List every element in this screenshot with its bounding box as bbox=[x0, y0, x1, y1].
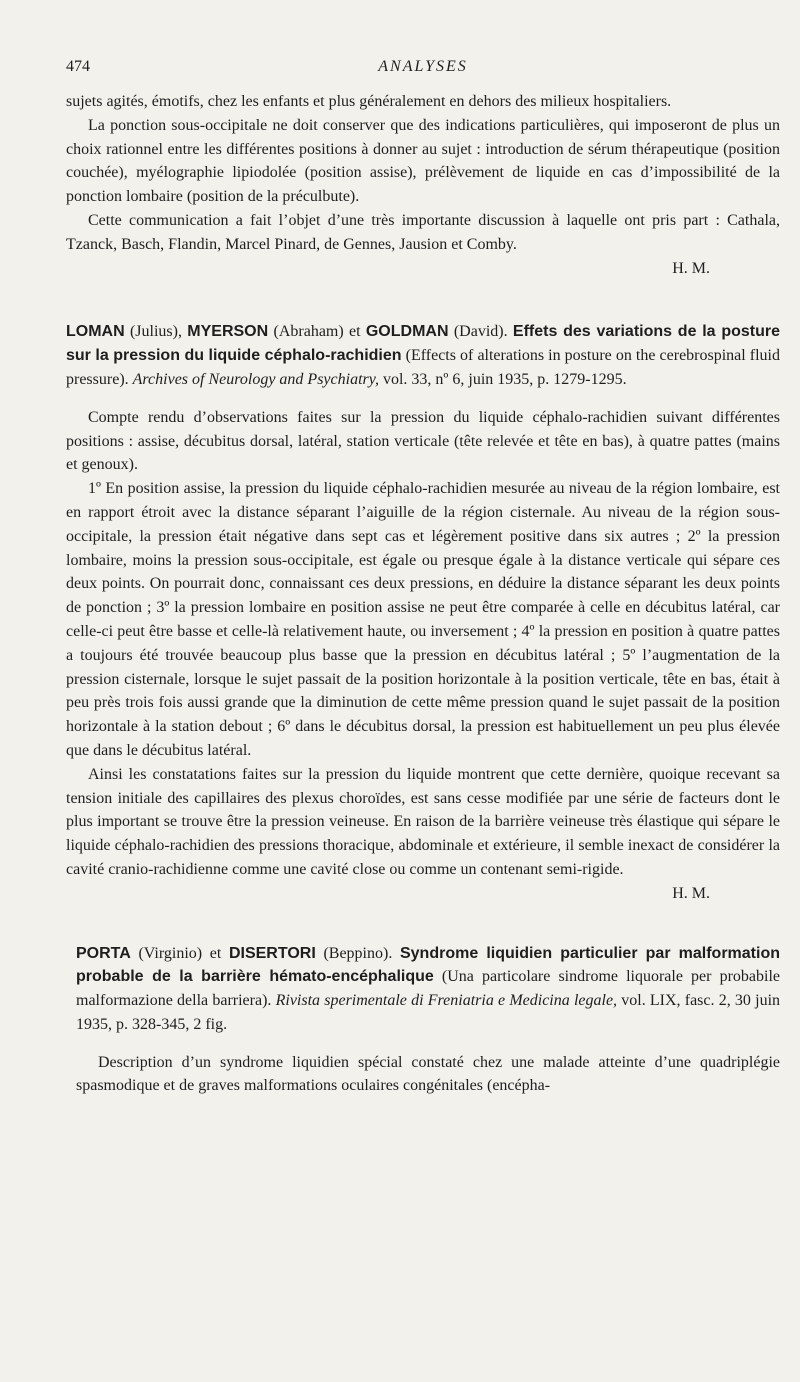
author-given: (Abraham) bbox=[273, 323, 344, 341]
signature-line bbox=[66, 257, 780, 281]
paragraph: Cette communication a fait l’objet d’une très importante discussion à laquelle ont pris part : Cathala, Tzanck, Basch, Flandin, Marcel Pinard, de Gennes, Jausion et Comby. bbox=[66, 211, 780, 253]
article-summary bbox=[76, 1051, 780, 1099]
page bbox=[66, 48, 780, 1098]
author-surname: GOLDMAN bbox=[365, 323, 449, 341]
article-title: Effets des variations de la posture sur la pression du liquide céphalo-rachidien bbox=[66, 323, 780, 365]
paragraph: sujets agités, émotifs, chez les enfants et plus généralement en dehors des milieux hospitaliers. bbox=[66, 93, 672, 110]
article-heading bbox=[66, 320, 780, 391]
paragraph: Description d’un syndrome liquidien spécial constaté chez une malade atteinte d’une quadriplégie spasmodique et de graves malformations oculaires congénitales (encépha- bbox=[76, 1053, 780, 1095]
journal-name: Rivista sperimentale di Freniatria e Medicina legale, bbox=[275, 992, 618, 1010]
signature-line bbox=[66, 882, 780, 906]
citation: vol. 33, nº 6, juin 1935, p. 1279-1295. bbox=[382, 370, 627, 388]
paragraph: Compte rendu d’observations faites sur la pression du liquide céphalo-rachidien suivant différentes positions : assise, décubitus dorsal, latéral, station verticale (tête relevée et tête en bas), à quatre pattes (mains et genoux). bbox=[66, 408, 780, 474]
article-title: Syndrome liquidien particulier par malformation probable de la barrière hémato-encéphalique bbox=[76, 944, 780, 986]
author-surname: MYERSON bbox=[187, 323, 269, 341]
signature: H. M. bbox=[672, 259, 710, 277]
author-surname: DISERTORI bbox=[228, 944, 316, 962]
paragraph: La ponction sous-occipitale ne doit conserver que des indications particulières, qui imposeront de plus un choix rationnel entre les différentes positions à donner au sujet : introduction de sérum thérapeutique (position couchée), myélographie lipiodolée (position assise), prélèvement de liquide en cas d’impossibilité de la ponction lombaire (position de la préculbute). bbox=[66, 116, 780, 206]
conjunction: et bbox=[209, 944, 222, 962]
original-title: (Una particolare sindrome liquorale per probabile malformazione della barriera). bbox=[76, 968, 780, 1010]
paragraph: 1º En position assise, la pression du liquide céphalo-rachidien mesurée au niveau de la région lombaire, est en rapport étroit avec la distance séparant l’aiguille de la région cisternale. Au niveau de la région sous-occipitale, la pression était négative dans sept cas et légèrement positive dans six autres ; 2º la pression lombaire, moins la pression sous-occipitale, est égale ou presque égale à la distance verticale qui sépare ces deux points. On pourrait donc, connaissant ces deux pressions, en déduire la distance séparant les deux points de ponction ; 3º la pression lombaire en position assise ne peut être comparée à celle en décubitus latéral, car celle-ci peut être basse et celle-là relativement haute, ou inversement ; 4º la pression en position à quatre pattes a toujours été trouvée beaucoup plus basse que la pression en décubitus latéral ; 5º l’augmentation de la pression cisternale, lorsque le sujet passait de la position horizontale à la position verticale, tête en bas, était à peu près trois fois aussi grande que la diminution de cette même pression quand le sujet passait de la position horizontale à la station debout ; 6º dans le décubitus dorsal, la pression est habituellement un peu plus élevée que dans le décubitus latéral. bbox=[66, 480, 780, 759]
signature: H. M. bbox=[672, 884, 710, 902]
article-porta bbox=[66, 942, 780, 1099]
author-given: (Beppino). bbox=[323, 944, 393, 962]
article-heading bbox=[76, 942, 780, 1037]
continued-article bbox=[66, 90, 780, 280]
original-title: (Effects of alterations in posture on the cerebrospinal fluid pressure). bbox=[66, 347, 781, 388]
author-surname: PORTA bbox=[76, 944, 131, 962]
page-header bbox=[66, 48, 780, 74]
author-given: (David). bbox=[453, 323, 508, 341]
author-given: (Julius), bbox=[129, 323, 182, 341]
article-loman bbox=[66, 320, 780, 905]
article-summary bbox=[66, 406, 780, 906]
author-given: (Virginio) bbox=[138, 944, 203, 962]
paragraph: Ainsi les constatations faites sur la pression du liquide montrent que cette dernière, quoique recevant sa tension initiale des capillaires des plexus choroïdes, est sans cesse modifiée par une série de facteurs dont le plus important se trouve être la pression veineuse. En raison de la barrière veineuse très élastique qui sépare le liquide céphalo-rachidien des pressions thoracique, abdominale et extérieure, il semble inexact de considérer la cavité cranio-rachidienne comme une cavité close ou comme un contenant semi-rigide. bbox=[66, 765, 780, 878]
journal-name: Archives of Neurology and Psychiatry, bbox=[132, 370, 379, 388]
running-title: ANALYSES bbox=[378, 58, 468, 75]
citation: vol. LIX, fasc. 2, 30 juin 1935, p. 328-345, 2 fig. bbox=[76, 992, 781, 1033]
author-surname: LOMAN bbox=[66, 323, 125, 341]
conjunction: et bbox=[349, 323, 361, 341]
page-number: 474 bbox=[66, 58, 90, 75]
